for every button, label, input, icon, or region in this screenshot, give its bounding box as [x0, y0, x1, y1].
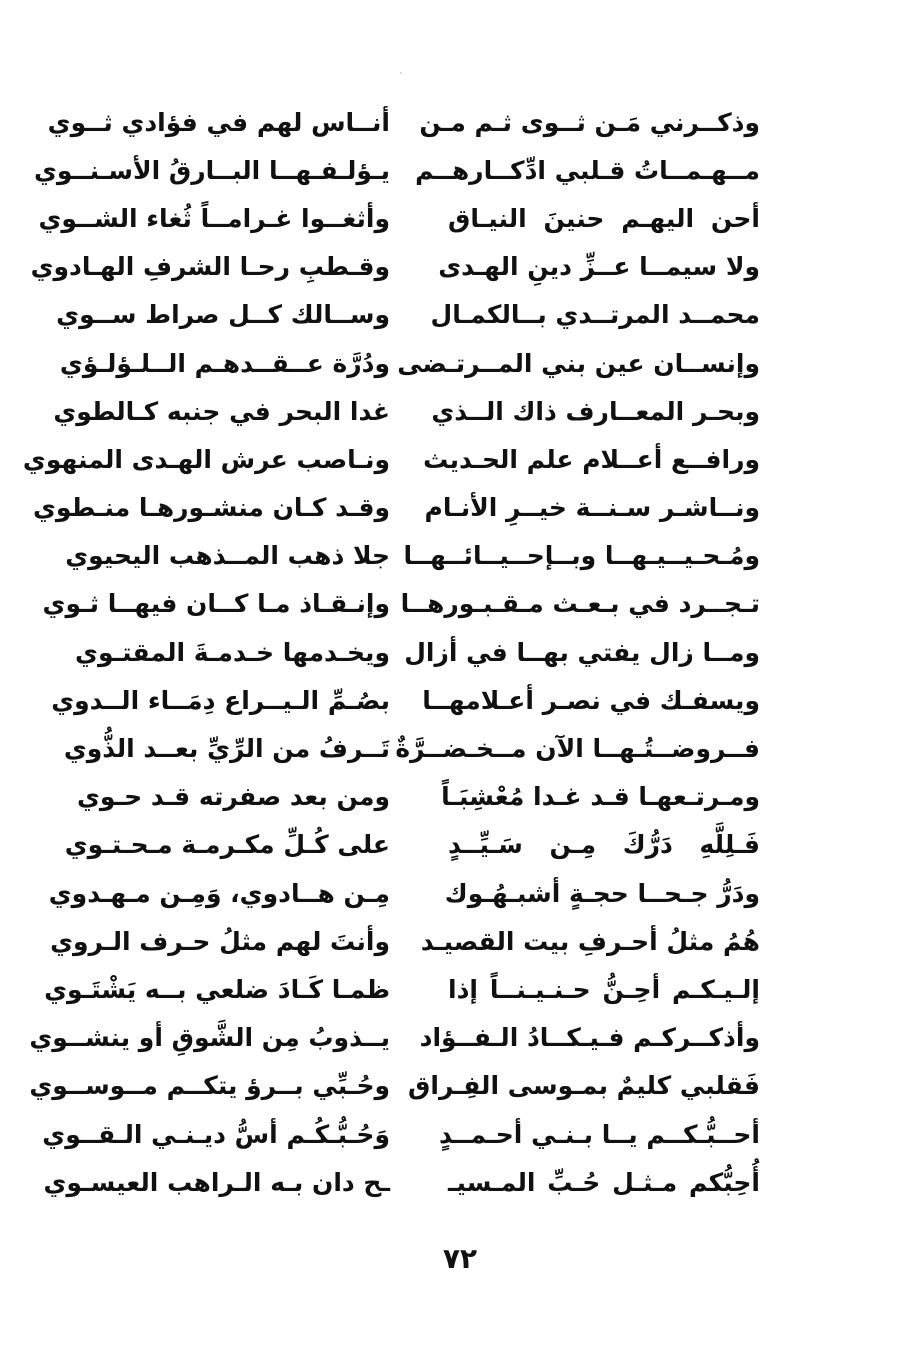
verse-first-hemistich: ومــا زال يفتي بهــا في أزال — [404, 637, 760, 667]
verse-second-hemistich: وأنتَ لهم مثلُ حـرف الـروي — [50, 926, 390, 956]
verse-second-hemistich: ودُرَّة عــقــدهـم الــلـؤلـؤي — [59, 348, 390, 378]
verse-first-hemistich: فَـلِلَّهِ دَرُّكَ مِـن سَـيِّــدٍ — [448, 830, 760, 860]
paper-speck — [400, 72, 402, 74]
verse-line — [30, 243, 760, 291]
verse-second-hemistich: ظمـا كَـادَ ضلعي بــه يَشْتَـوي — [44, 974, 390, 1004]
verse-first-hemistich: أحن اليهـم حنينَ النيـاق — [448, 203, 760, 233]
verse-line — [22, 435, 760, 483]
verse-first-hemistich: ومُـحـيــيـهــا وبــإحــيــائــهــا — [403, 541, 760, 571]
verse-first-hemistich: ورافــع أعــلام علم الحـديث — [423, 444, 760, 474]
verse-line — [63, 724, 760, 772]
verse-line — [43, 1158, 760, 1206]
poem-body — [22, 98, 760, 1206]
verse-line — [56, 291, 760, 339]
verse-first-hemistich: محمــد المرتــدي بــالكمـال — [430, 300, 760, 330]
verse-second-hemistich: تَــرفُ من الرِّيِّ بعــد الذُّوي — [63, 734, 390, 764]
verse-second-hemistich: ـح دان بـه الـراهب العيسـوي — [43, 1167, 390, 1197]
verse-line — [59, 339, 760, 387]
verse-first-hemistich: وذكــرني مَـن ثــوى ثـم مـن — [419, 107, 760, 137]
verse-first-hemistich: ودَرُّ جـحــا حجـةٍ أشبـهُـوك — [444, 878, 760, 908]
verse-second-hemistich: يــذوبُ مِن الشَّوقِ أو ينشــوي — [29, 1023, 390, 1053]
verse-line — [50, 917, 760, 965]
verse-line — [29, 1014, 760, 1062]
verse-first-hemistich: وأذكــركـم فـيـكــادُ الـفــؤاد — [419, 1023, 760, 1053]
verse-line — [42, 1110, 760, 1158]
verse-first-hemistich: فَقلبي كليمٌ بمـوسى الفِـراق — [408, 1071, 760, 1101]
verse-second-hemistich: وســالك كــل صراط ســوي — [56, 300, 390, 330]
verse-line — [64, 821, 760, 869]
verse-first-hemistich: هُمُ مثلُ أحـرفِ بيت القصيـد — [420, 926, 760, 956]
verse-line — [33, 146, 760, 194]
verse-second-hemistich: وقـد كـان منشـورهـا منـطوي — [33, 493, 390, 523]
verse-line — [48, 869, 760, 917]
verse-line — [75, 628, 760, 676]
verse-first-hemistich: أُحِبُّكم مـثـل حُـبِّ المـسيـ — [448, 1167, 760, 1197]
verse-second-hemistich: وَحُـبُّـكُـم أسُّ ديـنـي الـقــوي — [42, 1119, 390, 1149]
verse-second-hemistich: بصُـمِّ الـيــراع دِمَــاء الــدوي — [51, 685, 390, 715]
verse-line — [51, 676, 760, 724]
verse-first-hemistich: ولا سيمــا عــزِّ دينِ الهـدى — [438, 252, 760, 282]
verse-line — [38, 194, 760, 242]
verse-first-hemistich: مــهـمــاتُ قـلبي ادِّكــارهــم — [415, 155, 760, 185]
verse-second-hemistich: ومن بعد صفرته قـد حـوي — [76, 782, 390, 812]
verse-second-hemistich: وإنـقـاذ مـا كــان فيهــا ثـوي — [42, 589, 390, 619]
verse-first-hemistich: فــروضــتُـهــا الآن مــخـضــرَّةٌ — [395, 734, 760, 764]
verse-line — [44, 965, 760, 1013]
verse-first-hemistich: إلـيـكـم أحِـنُّ حـنـيـنــاً إذا — [448, 974, 760, 1004]
verse-second-hemistich: وحُـبِّي بــرؤ يتكــم مــوســوي — [29, 1071, 390, 1101]
verse-second-hemistich: وقـطبِ رحـا الشرفِ الهـادوي — [30, 252, 390, 282]
verse-line — [76, 773, 760, 821]
verse-second-hemistich: ويخـدمها خـدمـةَ المقتـوي — [75, 637, 390, 667]
verse-line — [42, 580, 760, 628]
verse-line — [33, 484, 760, 532]
verse-first-hemistich: وبحـر المعــارف ذاك الــذي — [431, 396, 760, 426]
verse-second-hemistich: على كُـلِّ مكـرمـة مـحـتـوي — [64, 830, 390, 860]
verse-second-hemistich: أنــاس لهم في فؤادي ثــوي — [47, 107, 390, 137]
verse-first-hemistich: ومـرتـعهـا قـد غـدا مُعْشِبَـاً — [441, 782, 760, 812]
verse-first-hemistich: ويسفـك في نصـر أعـلامهــا — [422, 685, 760, 715]
verse-line — [29, 1062, 760, 1110]
verse-second-hemistich: جلا ذهب المــذهب اليحيوي — [65, 541, 390, 571]
page-number: ٧٢ — [442, 1242, 478, 1275]
verse-first-hemistich: وإنســان عين بني المــرتـضى — [397, 348, 760, 378]
verse-second-hemistich: غدا البحر في جنبه كـالطوي — [53, 396, 390, 426]
verse-line — [65, 532, 760, 580]
verse-second-hemistich: ونـاصب عرش الهـدى المنهوي — [22, 444, 390, 474]
verse-second-hemistich: وأثغــوا غـرامــاً ثُغاء الشــوي — [38, 203, 390, 233]
verse-first-hemistich: تـجــرد في بـعـث مـقـبـورهــا — [400, 589, 760, 619]
verse-second-hemistich: مِـن هــادوي، وَمِـن مـهـدوي — [48, 878, 390, 908]
verse-first-hemistich: ونــاشـر سـنــة خيــرِ الأنـام — [424, 493, 760, 523]
verse-line — [47, 98, 760, 146]
verse-second-hemistich: يـؤلـفـهــا البــارقُ الأسـنــوي — [33, 155, 390, 185]
verse-line — [53, 387, 760, 435]
verse-first-hemistich: أحــبُّـكــم يــا بـنـي أحـمــدٍ — [438, 1119, 760, 1149]
